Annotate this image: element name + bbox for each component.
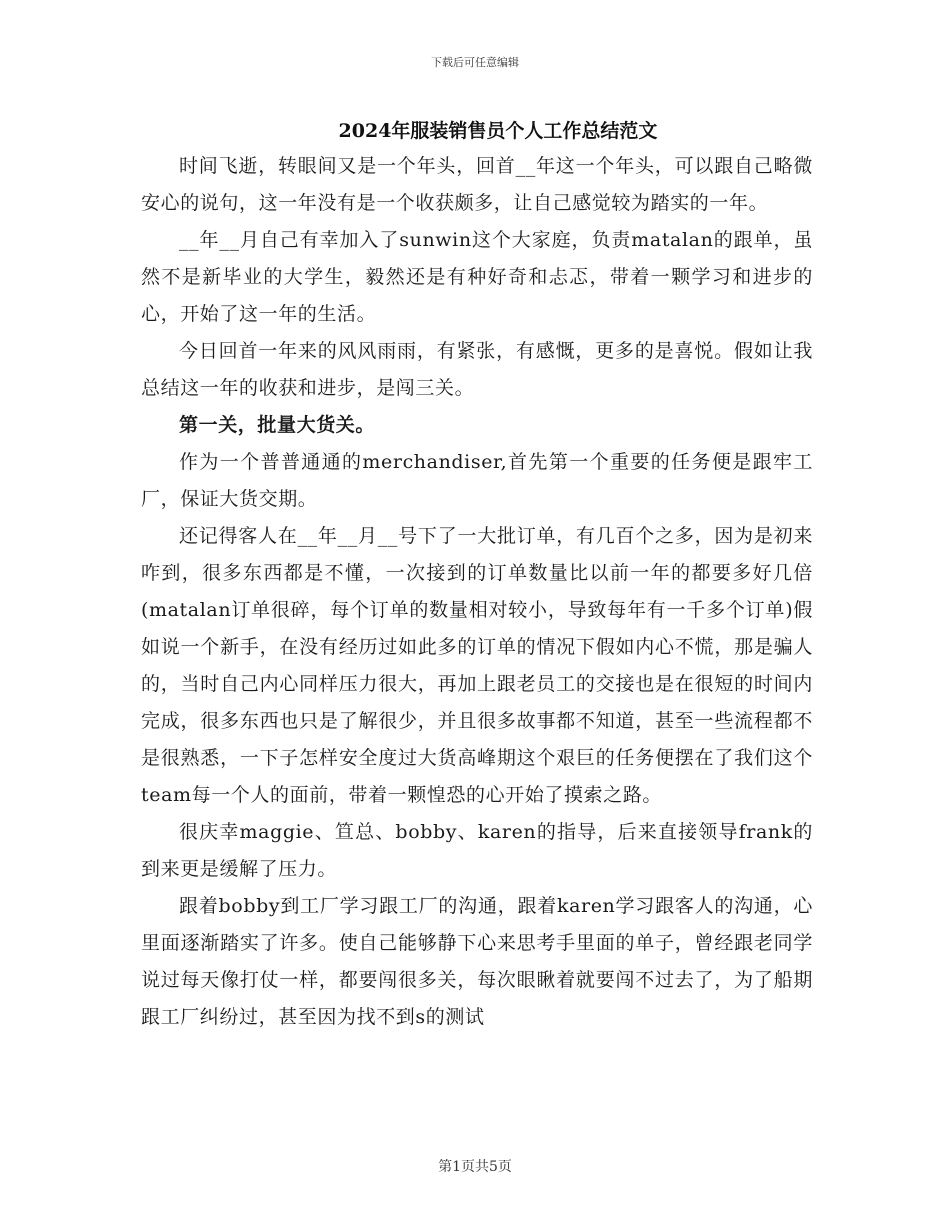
section-heading: 第一关，批量大货关。 [179,414,376,436]
paragraph: 跟着bobby到工厂学习跟工厂的沟通，跟着karen学习跟客人的沟通，心里面逐渐踏实了许多。使自己能够静下心来思考手里面的单子，曾经跟老同学说过每天像打仗一样，都要闯很多关，每次眼瞅着就要闯不过去了，为了船期跟工厂纠纷过，甚至因为找不到s的测试 [141,895,813,1028]
paragraph: 还记得客人在__年__月__号下了一大批订单，有几百个之多，因为是初来咋到，很多东西都是不懂，一次接到的订单数量比以前一年的都要多好几倍(matalan订单很碎，每个订单的数量相对较小，导致每年有一千多个订单)假如说一个新手，在没有经历过如此多的订单的情况下假如内心不慌，那是骗人的，当时自己内心同样压力很大，再加上跟老员工的交接也是在很短的时间内完成，很多东西也只是了解很少，并且很多故事都不知道，甚至一些流程都不是很熟悉，一下子怎样安全度过大货高峰期这个艰巨的任务便摆在了我们这个team每一个人的面前，带着一颗惶恐的心开始了摸索之路。 [141,525,813,806]
page-number: 第1页共5页 [438,1159,512,1175]
paragraph: __年__月自己有幸加入了sunwin这个大家庭，负责matalan的跟单，虽然不是新毕业的大学生，毅然还是有种好奇和忐忑，带着一颗学习和进步的心，开始了这一年的生活。 [141,229,813,325]
page-header-note: 下载后可任意编辑 [431,56,519,69]
paragraph: 很庆幸maggie、笪总、bobby、karen的指导，后来直接领导frank的到来更是缓解了压力。 [141,821,813,880]
paragraph: 今日回首一年来的风风雨雨，有紧张，有感慨，更多的是喜悦。假如让我总结这一年的收获和进步，是闯三关。 [141,340,813,399]
document-body [141,148,813,1036]
paragraph: 时间飞逝，转眼间又是一个年头，回首__年这一个年头，可以跟自己略微安心的说句，这一年没有是一个收获颇多，让自己感觉较为踏实的一年。 [141,155,813,214]
document-title: 2024年服装销售员个人工作总结范文 [338,120,658,142]
paragraph: 作为一个普普通通的merchandiser,首先第一个重要的任务便是跟牢工厂，保证大货交期。 [141,451,813,510]
